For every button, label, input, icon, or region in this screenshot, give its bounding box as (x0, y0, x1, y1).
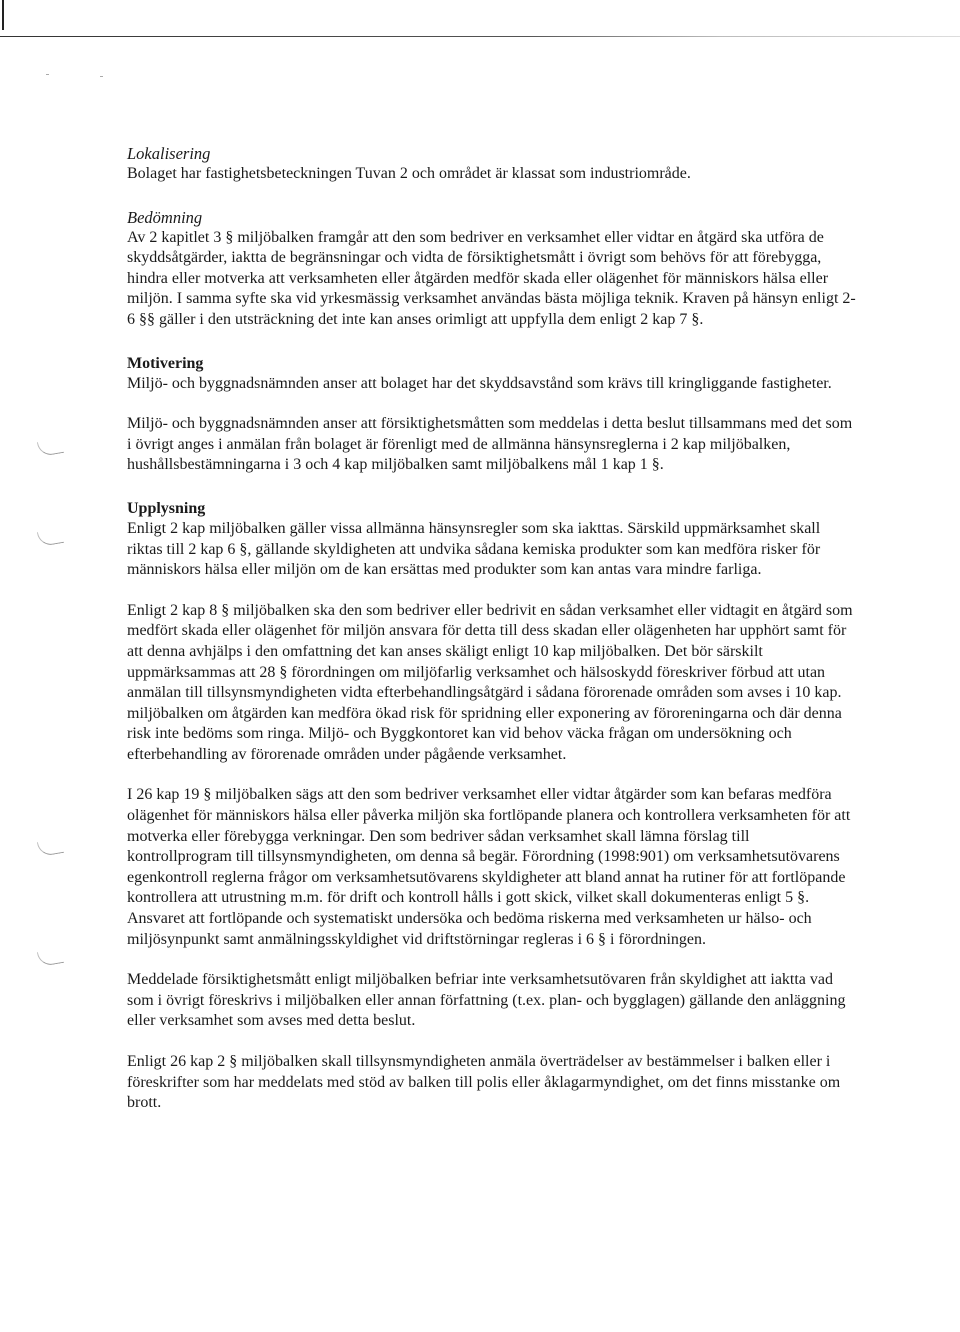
punch-hole-mark (37, 528, 64, 547)
scan-top-line (0, 36, 960, 37)
paragraph: Miljö- och byggnadsnämnden anser att försiktighetsmåtten som meddelas i detta beslut tillsammans med det som i övrigt anges i anmälan från bolaget är förenligt med de allmänna hänsynsreglerna i 2 kap miljöbalken, hushållsbestämningarna i 3 och 4 kap miljöbalken samt miljöbalkens mål 1 kap 1 §. (127, 415, 853, 474)
section-heading: Lokalisering (127, 144, 211, 163)
section-motivering (127, 353, 857, 476)
punch-hole-mark (37, 838, 64, 857)
section-upplysning (127, 498, 857, 1114)
scan-speck (46, 74, 49, 75)
paragraph: Av 2 kapitlet 3 § miljöbalken framgår att den som bedriver en verksamhet eller vidtar en åtgärd ska utföra de skyddsåtgärder, iaktta de begränsningar och vidta de försiktighetsmått i övrigt som behövs för att förebygga, hindra eller motverka att verksamheten eller åtgärden medför skada eller olägenhet för människors hälsa eller miljön. I samma syfte ska vid yrkesmässig verksamhet användas bästa möjliga teknik. Kraven på hänsyn enligt 2-6 §§ gäller i den utsträckning det inte kan anses orimligt att uppfylla dem enligt 2 kap 7 §. (127, 228, 856, 328)
paragraph: I 26 kap 19 § miljöbalken sägs att den som bedriver verksamhet eller vidtar åtgärder som kan befaras medföra olägenhet för människors hälsa eller påverka miljön ska fortlöpande planera och kontrollera verksamheten för att motverka eller förebygga verkningar. Den som bedriver sådan verksamhet skall lämna förslag till kontrollprogram till tillsynsmyndigheten, om denna så begär. Förordning (1998:901) om verksamhetsutövarens egenkontroll reglerna frågor om verksamhetsutövarens skyldigheter att bland annat ha rutiner för att fortlöpande kontrollera att utrustning m.m. för drift och kontroll hålls i gott skick, vilket skall dokumenteras enligt 5 §. Ansvaret att fortlöpande och systematiskt undersöka och bedöma riskerna med verksamheten ur hälso- och miljösynpunkt samt anmälningsskyldighet vid driftstörningar regleras i 6 § i förordningen. (127, 786, 851, 948)
paragraph: Enligt 26 kap 2 § miljöbalken skall tillsynsmyndigheten anmäla överträdelser av bestämmelser i balken eller i föreskrifter som har meddelats med stöd av balken till polis eller åklagarmyndighet, om det finns misstanke om brott. (127, 1053, 841, 1112)
scan-speck (100, 76, 103, 77)
punch-hole-mark (37, 948, 64, 967)
paragraph: Meddelade försiktighetsmått enligt miljöbalken befriar inte verksamhetsutövaren från skyldighet att iaktta vad som i övrigt föreskrivs i miljöbalken eller annan författning (t.ex. plan- och bygglagen) gällande den anläggning eller verksamhet som avses med detta beslut. (127, 971, 846, 1030)
paragraph: Bolaget har fastighetsbeteckningen Tuvan 2 och området är klassat som industriområde. (127, 165, 691, 182)
punch-hole-mark (37, 438, 64, 457)
document-body (127, 143, 857, 1114)
paragraph: Enligt 2 kap miljöbalken gäller vissa allmänna hänsynsregler som ska iakttas. Särskild uppmärksamhet skall riktas till 2 kap 6 §, gällande skyldigheten att undvika sådana kemiska produkter som kan medföra risker för människors hälsa eller miljön om de kan ersättas med produkter som kan antas vara mindre farliga. (127, 519, 821, 579)
section-bedomning (127, 207, 857, 331)
paragraph: Enligt 2 kap 8 § miljöbalken ska den som bedriver eller bedrivit en sådan verksamhet eller vidtagit en åtgärd som medfört skada eller olägenhet för miljön ansvara för detta till dess skadan eller olägenheten har upphört samt för att denna avhjälps i den omfattning det kan anses skäligt enligt 10 kap miljöbalken. Det bör särskilt uppmärksammas att 28 § förordningen om miljöfarlig verksamhet och hälsoskydd föreskriver förbud att utan anmälan till tillsynsmyndigheten vidta efterbehandlingsåtgärd i sådana förorenade områden som avses i 10 kap. miljöbalken om åtgärden kan medföra ökad risk för spridning eller exponering av föroreningarna och där denna risk inte bedöms som ringa. Miljö- och Byggkontoret kan vid behov väcka frågan om undersökning och efterbehandling av förorenade områden under pågående verksamhet. (127, 601, 853, 763)
section-heading: Bedömning (127, 207, 203, 227)
paragraph: Miljö- och byggnadsnämnden anser att bolaget har det skyddsavstånd som krävs till kringliggande fastigheter. (127, 374, 832, 392)
section-lokalisering (127, 143, 857, 185)
section-heading: Motivering (127, 354, 204, 372)
scan-edge-mark (2, 0, 4, 30)
section-heading: Upplysning (127, 499, 206, 517)
